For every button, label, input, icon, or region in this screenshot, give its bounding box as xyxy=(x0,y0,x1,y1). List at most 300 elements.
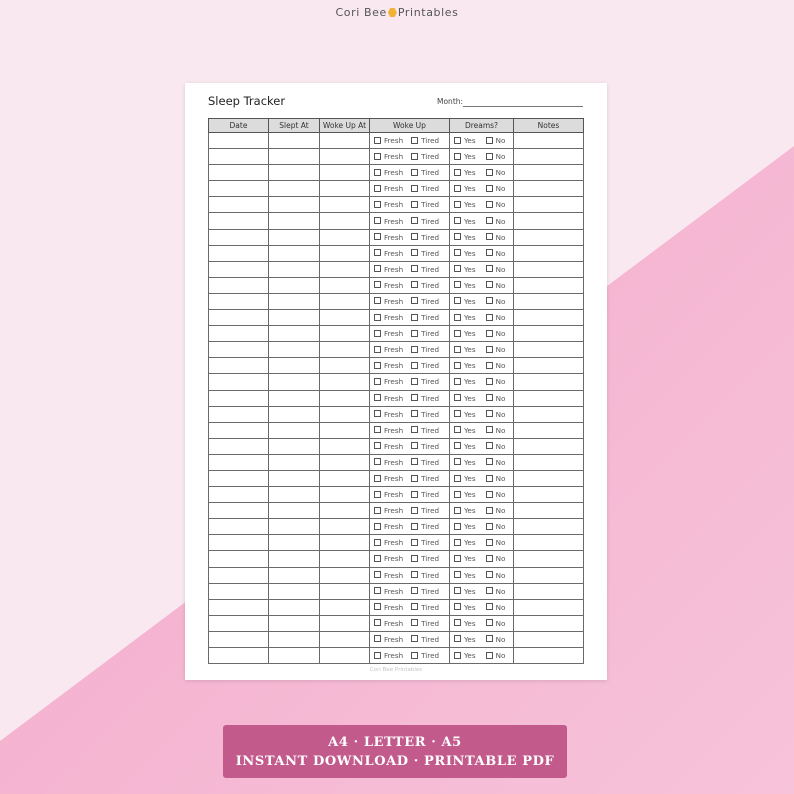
woke-up-at-cell[interactable] xyxy=(320,487,370,503)
woke-up-at-cell[interactable] xyxy=(320,310,370,326)
woke-up-at-cell[interactable] xyxy=(320,277,370,293)
fresh-option[interactable] xyxy=(374,619,403,628)
notes-cell[interactable] xyxy=(514,326,584,342)
slept-at-cell[interactable] xyxy=(269,519,320,535)
woke-up-at-cell[interactable] xyxy=(320,535,370,551)
woke-up-at-cell[interactable] xyxy=(320,503,370,519)
no-option[interactable] xyxy=(486,265,506,274)
yes-option[interactable] xyxy=(454,651,476,660)
notes-cell[interactable] xyxy=(514,631,584,647)
yes-option[interactable] xyxy=(454,313,476,322)
slept-at-cell[interactable] xyxy=(269,181,320,197)
yes-option[interactable] xyxy=(454,281,476,290)
checkbox-icon[interactable] xyxy=(411,297,418,304)
checkbox-icon[interactable] xyxy=(454,281,461,288)
notes-cell[interactable] xyxy=(514,615,584,631)
checkbox-icon[interactable] xyxy=(454,314,461,321)
checkbox-icon[interactable] xyxy=(374,587,381,594)
date-cell[interactable] xyxy=(209,261,269,277)
fresh-option[interactable] xyxy=(374,297,403,306)
checkbox-icon[interactable] xyxy=(374,297,381,304)
fresh-option[interactable] xyxy=(374,329,403,338)
no-option[interactable] xyxy=(486,538,506,547)
no-option[interactable] xyxy=(486,345,506,354)
checkbox-icon[interactable] xyxy=(411,137,418,144)
checkbox-icon[interactable] xyxy=(411,523,418,530)
notes-cell[interactable] xyxy=(514,293,584,309)
no-option[interactable] xyxy=(486,249,506,258)
no-option[interactable] xyxy=(486,410,506,419)
no-option[interactable] xyxy=(486,474,506,483)
notes-cell[interactable] xyxy=(514,229,584,245)
no-option[interactable] xyxy=(486,458,506,467)
yes-option[interactable] xyxy=(454,200,476,209)
checkbox-icon[interactable] xyxy=(454,330,461,337)
checkbox-icon[interactable] xyxy=(454,442,461,449)
slept-at-cell[interactable] xyxy=(269,615,320,631)
checkbox-icon[interactable] xyxy=(454,523,461,530)
yes-option[interactable] xyxy=(454,426,476,435)
yes-option[interactable] xyxy=(454,458,476,467)
fresh-option[interactable] xyxy=(374,571,403,580)
checkbox-icon[interactable] xyxy=(454,249,461,256)
no-option[interactable] xyxy=(486,426,506,435)
yes-option[interactable] xyxy=(454,136,476,145)
checkbox-icon[interactable] xyxy=(454,169,461,176)
yes-option[interactable] xyxy=(454,587,476,596)
fresh-option[interactable] xyxy=(374,313,403,322)
yes-option[interactable] xyxy=(454,442,476,451)
fresh-option[interactable] xyxy=(374,554,403,563)
slept-at-cell[interactable] xyxy=(269,310,320,326)
checkbox-icon[interactable] xyxy=(486,507,493,514)
checkbox-icon[interactable] xyxy=(374,652,381,659)
checkbox-icon[interactable] xyxy=(374,169,381,176)
checkbox-icon[interactable] xyxy=(454,153,461,160)
tired-option[interactable] xyxy=(411,168,439,177)
checkbox-icon[interactable] xyxy=(486,555,493,562)
tired-option[interactable] xyxy=(411,200,439,209)
fresh-option[interactable] xyxy=(374,377,403,386)
checkbox-icon[interactable] xyxy=(486,619,493,626)
tired-option[interactable] xyxy=(411,313,439,322)
yes-option[interactable] xyxy=(454,249,476,258)
woke-up-at-cell[interactable] xyxy=(320,326,370,342)
woke-up-at-cell[interactable] xyxy=(320,374,370,390)
notes-cell[interactable] xyxy=(514,261,584,277)
slept-at-cell[interactable] xyxy=(269,374,320,390)
notes-cell[interactable] xyxy=(514,245,584,261)
woke-up-at-cell[interactable] xyxy=(320,406,370,422)
yes-option[interactable] xyxy=(454,217,476,226)
checkbox-icon[interactable] xyxy=(374,265,381,272)
no-option[interactable] xyxy=(486,168,506,177)
checkbox-icon[interactable] xyxy=(411,442,418,449)
date-cell[interactable] xyxy=(209,519,269,535)
checkbox-icon[interactable] xyxy=(374,153,381,160)
date-cell[interactable] xyxy=(209,293,269,309)
date-cell[interactable] xyxy=(209,487,269,503)
checkbox-icon[interactable] xyxy=(454,539,461,546)
tired-option[interactable] xyxy=(411,490,439,499)
woke-up-at-cell[interactable] xyxy=(320,197,370,213)
slept-at-cell[interactable] xyxy=(269,583,320,599)
woke-up-at-cell[interactable] xyxy=(320,181,370,197)
yes-option[interactable] xyxy=(454,184,476,193)
slept-at-cell[interactable] xyxy=(269,567,320,583)
woke-up-at-cell[interactable] xyxy=(320,648,370,664)
checkbox-icon[interactable] xyxy=(454,185,461,192)
yes-option[interactable] xyxy=(454,474,476,483)
woke-up-at-cell[interactable] xyxy=(320,165,370,181)
checkbox-icon[interactable] xyxy=(486,137,493,144)
checkbox-icon[interactable] xyxy=(486,378,493,385)
tired-option[interactable] xyxy=(411,522,439,531)
woke-up-at-cell[interactable] xyxy=(320,519,370,535)
no-option[interactable] xyxy=(486,554,506,563)
yes-option[interactable] xyxy=(454,571,476,580)
tired-option[interactable] xyxy=(411,249,439,258)
slept-at-cell[interactable] xyxy=(269,406,320,422)
date-cell[interactable] xyxy=(209,213,269,229)
checkbox-icon[interactable] xyxy=(486,410,493,417)
checkbox-icon[interactable] xyxy=(454,233,461,240)
checkbox-icon[interactable] xyxy=(374,281,381,288)
checkbox-icon[interactable] xyxy=(411,201,418,208)
no-option[interactable] xyxy=(486,587,506,596)
tired-option[interactable] xyxy=(411,619,439,628)
checkbox-icon[interactable] xyxy=(411,587,418,594)
tired-option[interactable] xyxy=(411,217,439,226)
woke-up-at-cell[interactable] xyxy=(320,261,370,277)
tired-option[interactable] xyxy=(411,281,439,290)
checkbox-icon[interactable] xyxy=(486,362,493,369)
notes-cell[interactable] xyxy=(514,567,584,583)
fresh-option[interactable] xyxy=(374,410,403,419)
checkbox-icon[interactable] xyxy=(374,137,381,144)
checkbox-icon[interactable] xyxy=(411,619,418,626)
yes-option[interactable] xyxy=(454,168,476,177)
yes-option[interactable] xyxy=(454,522,476,531)
checkbox-icon[interactable] xyxy=(411,603,418,610)
fresh-option[interactable] xyxy=(374,426,403,435)
tired-option[interactable] xyxy=(411,329,439,338)
yes-option[interactable] xyxy=(454,554,476,563)
yes-option[interactable] xyxy=(454,538,476,547)
notes-cell[interactable] xyxy=(514,648,584,664)
checkbox-icon[interactable] xyxy=(454,507,461,514)
date-cell[interactable] xyxy=(209,422,269,438)
slept-at-cell[interactable] xyxy=(269,535,320,551)
slept-at-cell[interactable] xyxy=(269,631,320,647)
fresh-option[interactable] xyxy=(374,522,403,531)
checkbox-icon[interactable] xyxy=(486,458,493,465)
yes-option[interactable] xyxy=(454,490,476,499)
checkbox-icon[interactable] xyxy=(411,265,418,272)
date-cell[interactable] xyxy=(209,648,269,664)
checkbox-icon[interactable] xyxy=(411,249,418,256)
tired-option[interactable] xyxy=(411,635,439,644)
yes-option[interactable] xyxy=(454,361,476,370)
tired-option[interactable] xyxy=(411,377,439,386)
checkbox-icon[interactable] xyxy=(374,475,381,482)
no-option[interactable] xyxy=(486,313,506,322)
checkbox-icon[interactable] xyxy=(374,410,381,417)
checkbox-icon[interactable] xyxy=(411,362,418,369)
fresh-option[interactable] xyxy=(374,506,403,515)
date-cell[interactable] xyxy=(209,133,269,149)
checkbox-icon[interactable] xyxy=(454,426,461,433)
woke-up-at-cell[interactable] xyxy=(320,422,370,438)
checkbox-icon[interactable] xyxy=(411,539,418,546)
fresh-option[interactable] xyxy=(374,587,403,596)
fresh-option[interactable] xyxy=(374,200,403,209)
fresh-option[interactable] xyxy=(374,184,403,193)
checkbox-icon[interactable] xyxy=(454,217,461,224)
checkbox-icon[interactable] xyxy=(486,346,493,353)
checkbox-icon[interactable] xyxy=(411,346,418,353)
checkbox-icon[interactable] xyxy=(454,652,461,659)
tired-option[interactable] xyxy=(411,345,439,354)
notes-cell[interactable] xyxy=(514,583,584,599)
checkbox-icon[interactable] xyxy=(374,249,381,256)
checkbox-icon[interactable] xyxy=(374,507,381,514)
slept-at-cell[interactable] xyxy=(269,422,320,438)
date-cell[interactable] xyxy=(209,615,269,631)
slept-at-cell[interactable] xyxy=(269,277,320,293)
tired-option[interactable] xyxy=(411,571,439,580)
date-cell[interactable] xyxy=(209,567,269,583)
no-option[interactable] xyxy=(486,281,506,290)
date-cell[interactable] xyxy=(209,503,269,519)
checkbox-icon[interactable] xyxy=(486,426,493,433)
yes-option[interactable] xyxy=(454,506,476,515)
checkbox-icon[interactable] xyxy=(411,314,418,321)
fresh-option[interactable] xyxy=(374,168,403,177)
tired-option[interactable] xyxy=(411,361,439,370)
checkbox-icon[interactable] xyxy=(454,297,461,304)
checkbox-icon[interactable] xyxy=(411,217,418,224)
checkbox-icon[interactable] xyxy=(374,217,381,224)
checkbox-icon[interactable] xyxy=(486,587,493,594)
notes-cell[interactable] xyxy=(514,342,584,358)
date-cell[interactable] xyxy=(209,310,269,326)
checkbox-icon[interactable] xyxy=(411,169,418,176)
date-cell[interactable] xyxy=(209,631,269,647)
slept-at-cell[interactable] xyxy=(269,229,320,245)
checkbox-icon[interactable] xyxy=(411,491,418,498)
checkbox-icon[interactable] xyxy=(374,426,381,433)
checkbox-icon[interactable] xyxy=(411,378,418,385)
slept-at-cell[interactable] xyxy=(269,470,320,486)
checkbox-icon[interactable] xyxy=(486,571,493,578)
no-option[interactable] xyxy=(486,603,506,612)
checkbox-icon[interactable] xyxy=(454,265,461,272)
checkbox-icon[interactable] xyxy=(486,314,493,321)
tired-option[interactable] xyxy=(411,474,439,483)
woke-up-at-cell[interactable] xyxy=(320,470,370,486)
checkbox-icon[interactable] xyxy=(374,619,381,626)
date-cell[interactable] xyxy=(209,406,269,422)
yes-option[interactable] xyxy=(454,233,476,242)
checkbox-icon[interactable] xyxy=(411,652,418,659)
date-cell[interactable] xyxy=(209,470,269,486)
no-option[interactable] xyxy=(486,152,506,161)
checkbox-icon[interactable] xyxy=(486,394,493,401)
slept-at-cell[interactable] xyxy=(269,487,320,503)
slept-at-cell[interactable] xyxy=(269,358,320,374)
tired-option[interactable] xyxy=(411,458,439,467)
checkbox-icon[interactable] xyxy=(411,330,418,337)
slept-at-cell[interactable] xyxy=(269,551,320,567)
checkbox-icon[interactable] xyxy=(374,314,381,321)
slept-at-cell[interactable] xyxy=(269,326,320,342)
date-cell[interactable] xyxy=(209,181,269,197)
checkbox-icon[interactable] xyxy=(454,201,461,208)
checkbox-icon[interactable] xyxy=(374,330,381,337)
notes-cell[interactable] xyxy=(514,422,584,438)
no-option[interactable] xyxy=(486,571,506,580)
checkbox-icon[interactable] xyxy=(374,603,381,610)
woke-up-at-cell[interactable] xyxy=(320,631,370,647)
checkbox-icon[interactable] xyxy=(411,507,418,514)
checkbox-icon[interactable] xyxy=(411,394,418,401)
checkbox-icon[interactable] xyxy=(486,491,493,498)
notes-cell[interactable] xyxy=(514,487,584,503)
checkbox-icon[interactable] xyxy=(374,539,381,546)
yes-option[interactable] xyxy=(454,345,476,354)
checkbox-icon[interactable] xyxy=(454,603,461,610)
fresh-option[interactable] xyxy=(374,361,403,370)
date-cell[interactable] xyxy=(209,390,269,406)
slept-at-cell[interactable] xyxy=(269,165,320,181)
checkbox-icon[interactable] xyxy=(411,571,418,578)
notes-cell[interactable] xyxy=(514,454,584,470)
no-option[interactable] xyxy=(486,490,506,499)
checkbox-icon[interactable] xyxy=(411,635,418,642)
checkbox-icon[interactable] xyxy=(374,233,381,240)
no-option[interactable] xyxy=(486,136,506,145)
checkbox-icon[interactable] xyxy=(411,458,418,465)
no-option[interactable] xyxy=(486,200,506,209)
checkbox-icon[interactable] xyxy=(454,491,461,498)
notes-cell[interactable] xyxy=(514,213,584,229)
notes-cell[interactable] xyxy=(514,277,584,293)
woke-up-at-cell[interactable] xyxy=(320,567,370,583)
date-cell[interactable] xyxy=(209,454,269,470)
checkbox-icon[interactable] xyxy=(454,555,461,562)
yes-option[interactable] xyxy=(454,377,476,386)
slept-at-cell[interactable] xyxy=(269,197,320,213)
checkbox-icon[interactable] xyxy=(374,442,381,449)
checkbox-icon[interactable] xyxy=(454,137,461,144)
woke-up-at-cell[interactable] xyxy=(320,149,370,165)
date-cell[interactable] xyxy=(209,599,269,615)
notes-cell[interactable] xyxy=(514,535,584,551)
notes-cell[interactable] xyxy=(514,165,584,181)
tired-option[interactable] xyxy=(411,538,439,547)
slept-at-cell[interactable] xyxy=(269,342,320,358)
no-option[interactable] xyxy=(486,217,506,226)
tired-option[interactable] xyxy=(411,506,439,515)
notes-cell[interactable] xyxy=(514,197,584,213)
yes-option[interactable] xyxy=(454,329,476,338)
checkbox-icon[interactable] xyxy=(454,475,461,482)
notes-cell[interactable] xyxy=(514,181,584,197)
tired-option[interactable] xyxy=(411,233,439,242)
tired-option[interactable] xyxy=(411,442,439,451)
slept-at-cell[interactable] xyxy=(269,245,320,261)
date-cell[interactable] xyxy=(209,342,269,358)
checkbox-icon[interactable] xyxy=(486,281,493,288)
yes-option[interactable] xyxy=(454,603,476,612)
notes-cell[interactable] xyxy=(514,406,584,422)
checkbox-icon[interactable] xyxy=(486,330,493,337)
fresh-option[interactable] xyxy=(374,442,403,451)
checkbox-icon[interactable] xyxy=(454,346,461,353)
woke-up-at-cell[interactable] xyxy=(320,454,370,470)
tired-option[interactable] xyxy=(411,184,439,193)
date-cell[interactable] xyxy=(209,583,269,599)
checkbox-icon[interactable] xyxy=(411,426,418,433)
woke-up-at-cell[interactable] xyxy=(320,133,370,149)
checkbox-icon[interactable] xyxy=(454,587,461,594)
no-option[interactable] xyxy=(486,184,506,193)
notes-cell[interactable] xyxy=(514,599,584,615)
checkbox-icon[interactable] xyxy=(374,571,381,578)
checkbox-icon[interactable] xyxy=(454,362,461,369)
tired-option[interactable] xyxy=(411,603,439,612)
checkbox-icon[interactable] xyxy=(454,571,461,578)
checkbox-icon[interactable] xyxy=(486,523,493,530)
tired-option[interactable] xyxy=(411,651,439,660)
slept-at-cell[interactable] xyxy=(269,438,320,454)
checkbox-icon[interactable] xyxy=(486,539,493,546)
checkbox-icon[interactable] xyxy=(411,555,418,562)
date-cell[interactable] xyxy=(209,374,269,390)
checkbox-icon[interactable] xyxy=(454,635,461,642)
slept-at-cell[interactable] xyxy=(269,648,320,664)
no-option[interactable] xyxy=(486,619,506,628)
no-option[interactable] xyxy=(486,651,506,660)
fresh-option[interactable] xyxy=(374,394,403,403)
tired-option[interactable] xyxy=(411,426,439,435)
woke-up-at-cell[interactable] xyxy=(320,245,370,261)
notes-cell[interactable] xyxy=(514,358,584,374)
checkbox-icon[interactable] xyxy=(486,475,493,482)
date-cell[interactable] xyxy=(209,277,269,293)
notes-cell[interactable] xyxy=(514,390,584,406)
tired-option[interactable] xyxy=(411,554,439,563)
fresh-option[interactable] xyxy=(374,217,403,226)
tired-option[interactable] xyxy=(411,394,439,403)
notes-cell[interactable] xyxy=(514,551,584,567)
checkbox-icon[interactable] xyxy=(374,458,381,465)
notes-cell[interactable] xyxy=(514,503,584,519)
checkbox-icon[interactable] xyxy=(454,410,461,417)
tired-option[interactable] xyxy=(411,265,439,274)
checkbox-icon[interactable] xyxy=(374,378,381,385)
checkbox-icon[interactable] xyxy=(411,475,418,482)
checkbox-icon[interactable] xyxy=(411,281,418,288)
slept-at-cell[interactable] xyxy=(269,454,320,470)
fresh-option[interactable] xyxy=(374,651,403,660)
notes-cell[interactable] xyxy=(514,438,584,454)
slept-at-cell[interactable] xyxy=(269,503,320,519)
no-option[interactable] xyxy=(486,394,506,403)
no-option[interactable] xyxy=(486,442,506,451)
no-option[interactable] xyxy=(486,329,506,338)
